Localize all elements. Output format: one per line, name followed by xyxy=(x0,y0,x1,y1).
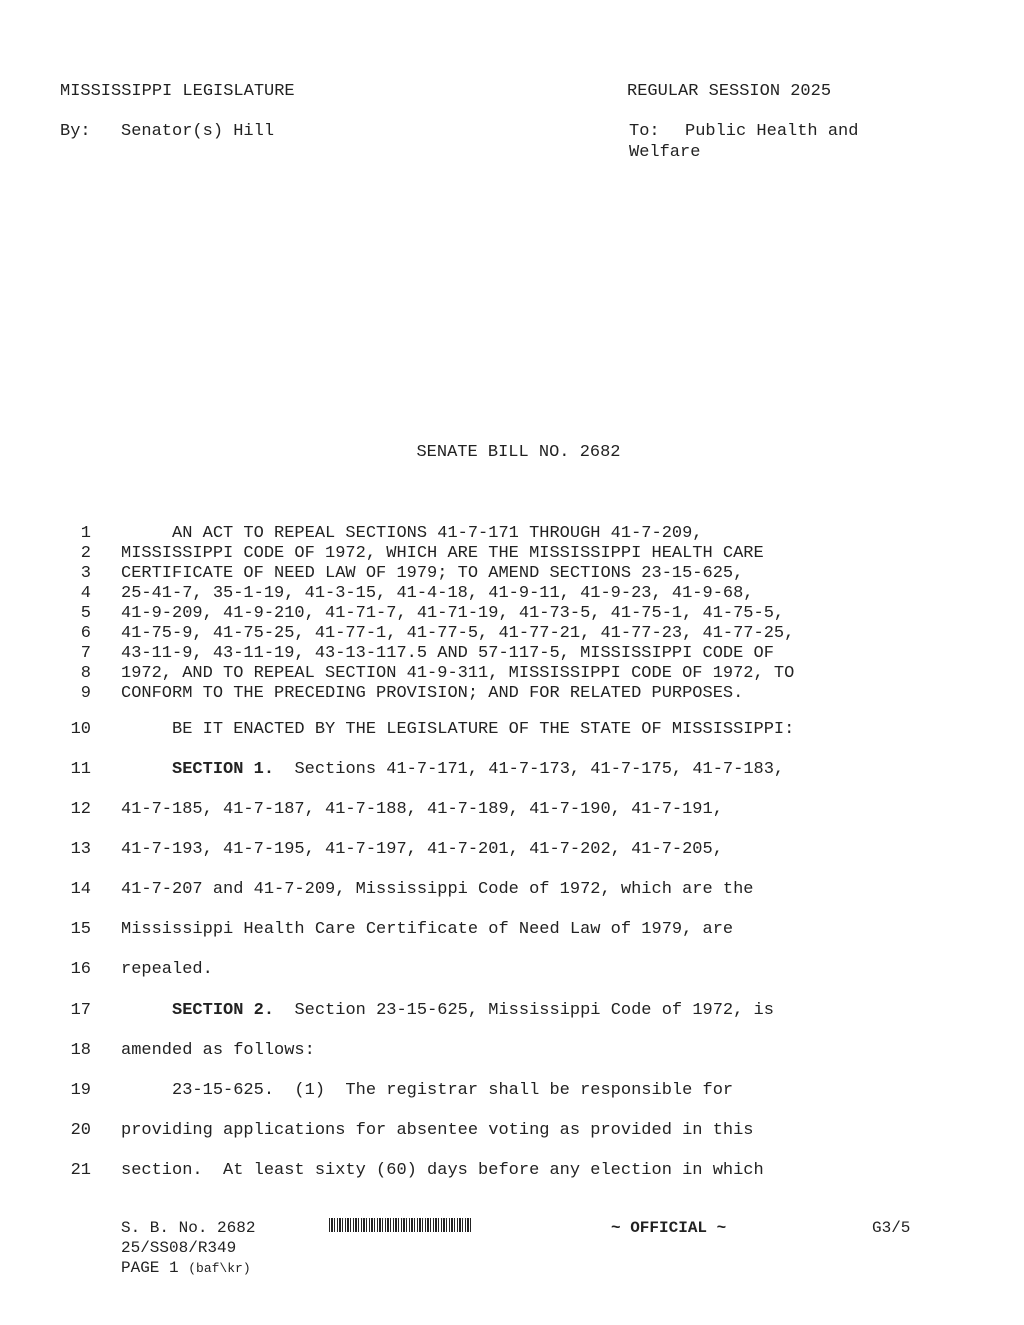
line-number: 17 xyxy=(70,1001,91,1020)
line-number: 10 xyxy=(70,720,91,739)
line-number: 7 xyxy=(80,644,91,663)
line-text: 41-7-207 and 41-7-209, Mississippi Code of 1972, which are the xyxy=(121,880,754,899)
footer-doc-id: 25/SS08/R349 xyxy=(121,1239,237,1257)
drafter-initials: (baf\kr) xyxy=(188,1261,251,1276)
line-text: 41-75-9, 41-75-25, 41-77-1, 41-77-5, 41-77-21, 41-77-23, 41-77-25, xyxy=(121,624,795,643)
line-text: MISSISSIPPI CODE OF 1972, WHICH ARE THE MISSISSIPPI HEALTH CARE xyxy=(121,544,764,563)
footer-code: G3/5 xyxy=(872,1219,911,1237)
line-text: repealed. xyxy=(121,960,213,979)
official-label: ~ OFFICIAL ~ xyxy=(611,1219,727,1237)
line-text: providing applications for absentee voting as provided in this xyxy=(121,1121,754,1140)
line-number: 15 xyxy=(70,920,91,939)
line-text-content: Section 23-15-625, Mississippi Code of 1972, is xyxy=(274,1001,774,1020)
line-number: 8 xyxy=(80,664,91,683)
line-number: 1 xyxy=(80,524,91,543)
line-number: 2 xyxy=(80,544,91,563)
line-number: 20 xyxy=(70,1121,91,1140)
line-text: 41-7-185, 41-7-187, 41-7-188, 41-7-189, 41-7-190, 41-7-191, xyxy=(121,800,723,819)
line-number: 13 xyxy=(70,840,91,859)
line-number: 18 xyxy=(70,1041,91,1060)
bill-title: SENATE BILL NO. 2682 xyxy=(416,443,621,462)
section-heading: SECTION 1. xyxy=(172,760,275,779)
session-label: REGULAR SESSION 2025 xyxy=(627,82,832,101)
to-label: To: xyxy=(629,122,660,141)
line-number: 9 xyxy=(80,684,91,703)
section-heading: SECTION 2. xyxy=(172,1001,275,1020)
footer-bill-ref: S. B. No. 2682 xyxy=(121,1219,256,1237)
line-number: 21 xyxy=(70,1161,91,1180)
line-text: 1972, AND TO REPEAL SECTION 41-9-311, MISSISSIPPI CODE OF 1972, TO xyxy=(121,664,795,683)
footer-page xyxy=(121,1259,251,1277)
line-number: 14 xyxy=(70,880,91,899)
line-number: 11 xyxy=(70,760,91,779)
line-text xyxy=(121,1001,774,1020)
line-text: 25-41-7, 35-1-19, 41-3-15, 41-4-18, 41-9-11, 41-9-23, 41-9-68, xyxy=(121,584,754,603)
line-text xyxy=(121,760,784,779)
line-text: CERTIFICATE OF NEED LAW OF 1979; TO AMEND SECTIONS 23-15-625, xyxy=(121,564,744,583)
line-text: AN ACT TO REPEAL SECTIONS 41-7-171 THROUGH 41-7-209, xyxy=(121,524,703,543)
page-number: PAGE 1 xyxy=(121,1259,179,1277)
line-text: BE IT ENACTED BY THE LEGISLATURE OF THE STATE OF MISSISSIPPI: xyxy=(121,720,795,739)
line-text: 41-9-209, 41-9-210, 41-71-7, 41-71-19, 41-73-5, 41-75-1, 41-75-5, xyxy=(121,604,785,623)
line-text: section. At least sixty (60) days before any election in which xyxy=(121,1161,764,1180)
line-text: 43-11-9, 43-11-19, 43-13-117.5 AND 57-117-5, MISSISSIPPI CODE OF xyxy=(121,644,774,663)
line-text: amended as follows: xyxy=(121,1041,315,1060)
line-text: CONFORM TO THE PRECEDING PROVISION; AND FOR RELATED PURPOSES. xyxy=(121,684,744,703)
committee-line-1: Public Health and xyxy=(685,122,859,141)
line-number: 6 xyxy=(80,624,91,643)
line-text: 41-7-193, 41-7-195, 41-7-197, 41-7-201, 41-7-202, 41-7-205, xyxy=(121,840,723,859)
sponsor-name: Senator(s) Hill xyxy=(121,122,275,141)
line-number: 19 xyxy=(70,1081,91,1100)
legislature-name: MISSISSIPPI LEGISLATURE xyxy=(60,82,295,101)
line-number: 16 xyxy=(70,960,91,979)
committee-line-2: Welfare xyxy=(629,143,701,162)
line-text: 23-15-625. (1) The registrar shall be responsible for xyxy=(121,1081,734,1100)
line-text: Mississippi Health Care Certificate of Need Law of 1979, are xyxy=(121,920,734,939)
line-number: 12 xyxy=(70,800,91,819)
barcode-image xyxy=(329,1218,473,1232)
by-label: By: xyxy=(60,122,91,141)
line-text-content: Sections 41-7-171, 41-7-173, 41-7-175, 41-7-183, xyxy=(274,760,785,779)
line-number: 3 xyxy=(80,564,91,583)
line-number: 5 xyxy=(80,604,91,623)
line-number: 4 xyxy=(80,584,91,603)
